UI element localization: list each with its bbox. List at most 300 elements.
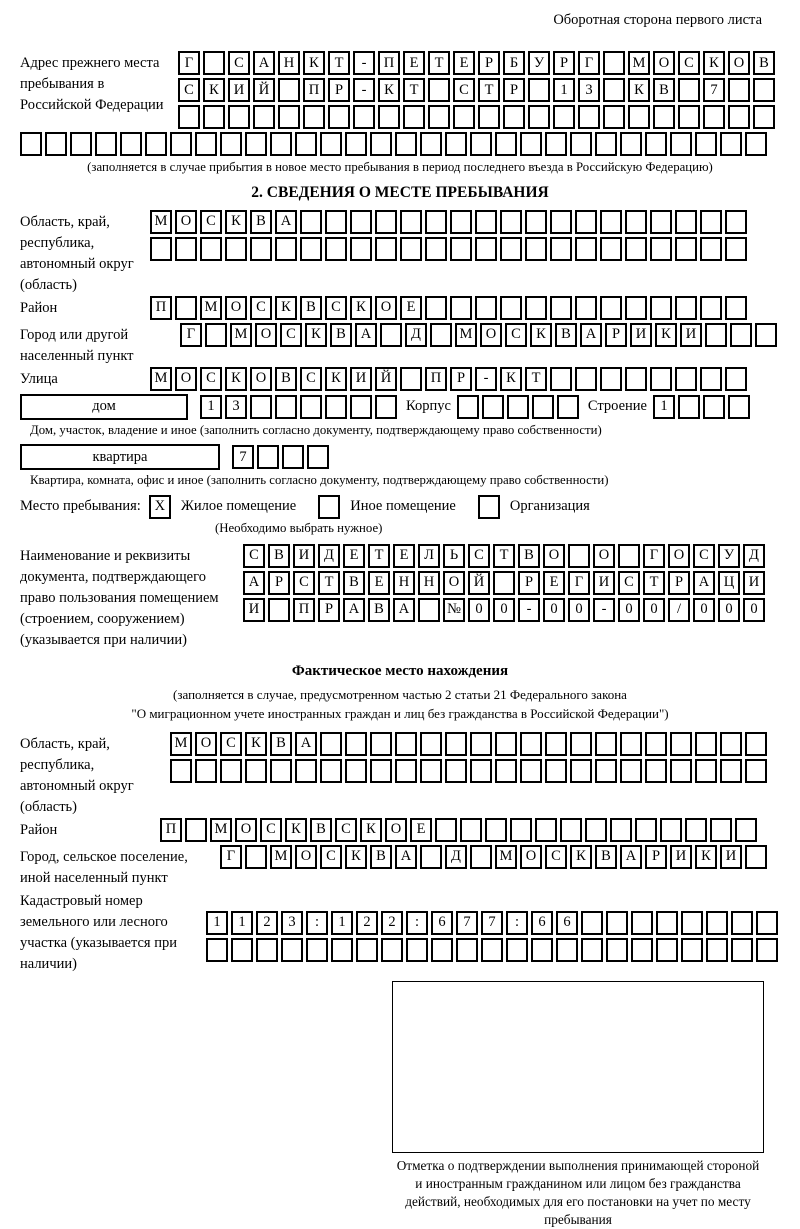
char-box[interactable] <box>500 237 522 261</box>
char-box[interactable] <box>675 237 697 261</box>
char-box[interactable] <box>431 938 453 962</box>
char-box[interactable] <box>95 132 117 156</box>
char-box[interactable] <box>345 132 367 156</box>
char-box[interactable] <box>325 210 347 234</box>
char-box[interactable]: С <box>618 571 640 595</box>
char-box[interactable] <box>545 759 567 783</box>
char-box[interactable] <box>645 759 667 783</box>
char-box[interactable]: О <box>195 732 217 756</box>
char-box[interactable] <box>395 132 417 156</box>
char-box[interactable]: 1 <box>553 78 575 102</box>
char-box[interactable]: № <box>443 598 465 622</box>
char-box[interactable]: В <box>595 845 617 869</box>
char-box[interactable] <box>675 367 697 391</box>
char-box[interactable] <box>620 759 642 783</box>
char-box[interactable] <box>203 105 225 129</box>
char-box[interactable] <box>606 938 628 962</box>
char-box[interactable]: - <box>353 78 375 102</box>
char-box[interactable]: Е <box>410 818 432 842</box>
char-box[interactable]: И <box>720 845 742 869</box>
char-box[interactable]: В <box>653 78 675 102</box>
char-box[interactable] <box>720 132 742 156</box>
char-box[interactable]: 6 <box>531 911 553 935</box>
char-box[interactable] <box>470 132 492 156</box>
char-box[interactable]: И <box>670 845 692 869</box>
char-box[interactable]: Р <box>645 845 667 869</box>
char-box[interactable]: О <box>175 210 197 234</box>
char-box[interactable]: 1 <box>200 395 222 419</box>
char-box[interactable]: К <box>378 78 400 102</box>
char-box[interactable] <box>380 323 402 347</box>
char-box[interactable] <box>493 571 515 595</box>
char-box[interactable] <box>745 759 767 783</box>
char-box[interactable] <box>606 911 628 935</box>
char-box[interactable] <box>645 732 667 756</box>
char-box[interactable]: А <box>355 323 377 347</box>
char-box[interactable] <box>753 105 775 129</box>
char-box[interactable] <box>653 105 675 129</box>
char-box[interactable]: Р <box>518 571 540 595</box>
char-box[interactable] <box>395 732 417 756</box>
char-box[interactable]: 6 <box>431 911 453 935</box>
char-box[interactable]: К <box>628 78 650 102</box>
char-box[interactable]: М <box>230 323 252 347</box>
char-box[interactable] <box>275 395 297 419</box>
char-box[interactable] <box>400 237 422 261</box>
char-box[interactable] <box>728 105 750 129</box>
char-box[interactable]: Й <box>253 78 275 102</box>
char-box[interactable] <box>170 132 192 156</box>
char-box[interactable]: 7 <box>232 445 254 469</box>
char-box[interactable] <box>435 818 457 842</box>
char-box[interactable]: Д <box>318 544 340 568</box>
char-box[interactable]: 0 <box>568 598 590 622</box>
char-box[interactable] <box>575 210 597 234</box>
char-box[interactable]: К <box>530 323 552 347</box>
char-box[interactable] <box>575 237 597 261</box>
char-box[interactable]: Н <box>393 571 415 595</box>
char-box[interactable] <box>306 938 328 962</box>
char-box[interactable]: Р <box>478 51 500 75</box>
char-box[interactable] <box>525 237 547 261</box>
char-box[interactable] <box>381 938 403 962</box>
char-box[interactable]: Е <box>393 544 415 568</box>
char-box[interactable] <box>470 759 492 783</box>
char-box[interactable] <box>345 732 367 756</box>
char-box[interactable]: Д <box>743 544 765 568</box>
char-box[interactable] <box>625 210 647 234</box>
char-box[interactable] <box>600 210 622 234</box>
char-box[interactable] <box>705 323 727 347</box>
char-box[interactable]: В <box>753 51 775 75</box>
char-box[interactable] <box>275 237 297 261</box>
char-box[interactable]: Ь <box>443 544 465 568</box>
char-box[interactable] <box>525 210 547 234</box>
char-box[interactable] <box>456 938 478 962</box>
char-box[interactable] <box>700 237 722 261</box>
char-box[interactable] <box>745 732 767 756</box>
char-box[interactable] <box>295 132 317 156</box>
char-box[interactable] <box>353 105 375 129</box>
char-box[interactable]: К <box>285 818 307 842</box>
char-box[interactable]: В <box>310 818 332 842</box>
char-box[interactable] <box>631 911 653 935</box>
char-box[interactable]: Й <box>468 571 490 595</box>
char-box[interactable]: Г <box>643 544 665 568</box>
char-box[interactable] <box>628 105 650 129</box>
char-box[interactable] <box>600 296 622 320</box>
char-box[interactable]: Г <box>568 571 590 595</box>
char-box[interactable]: С <box>220 732 242 756</box>
char-box[interactable] <box>728 395 750 419</box>
char-box[interactable] <box>70 132 92 156</box>
char-box[interactable] <box>370 759 392 783</box>
char-box[interactable]: К <box>275 296 297 320</box>
char-box[interactable] <box>270 132 292 156</box>
char-box[interactable]: Р <box>328 78 350 102</box>
char-box[interactable]: К <box>703 51 725 75</box>
char-box[interactable]: М <box>455 323 477 347</box>
char-box[interactable]: 0 <box>493 598 515 622</box>
char-box[interactable] <box>350 237 372 261</box>
char-box[interactable]: Р <box>503 78 525 102</box>
char-box[interactable]: В <box>270 732 292 756</box>
char-box[interactable] <box>656 938 678 962</box>
char-box[interactable]: С <box>335 818 357 842</box>
char-box[interactable] <box>681 911 703 935</box>
checkbox-organization[interactable] <box>478 495 500 519</box>
checkbox-other-premises[interactable] <box>318 495 340 519</box>
char-box[interactable]: Р <box>668 571 690 595</box>
char-box[interactable] <box>595 132 617 156</box>
char-box[interactable] <box>585 818 607 842</box>
char-box[interactable] <box>145 132 167 156</box>
char-box[interactable] <box>481 938 503 962</box>
char-box[interactable]: С <box>280 323 302 347</box>
char-box[interactable]: К <box>500 367 522 391</box>
char-box[interactable]: В <box>330 323 352 347</box>
char-box[interactable] <box>581 938 603 962</box>
char-box[interactable] <box>268 598 290 622</box>
char-box[interactable] <box>350 395 372 419</box>
char-box[interactable]: 0 <box>743 598 765 622</box>
char-box[interactable]: С <box>468 544 490 568</box>
char-box[interactable] <box>300 237 322 261</box>
char-box[interactable] <box>420 132 442 156</box>
char-box[interactable] <box>500 296 522 320</box>
char-box[interactable]: С <box>300 367 322 391</box>
char-box[interactable]: Р <box>605 323 627 347</box>
char-box[interactable] <box>570 132 592 156</box>
char-box[interactable]: К <box>655 323 677 347</box>
char-box[interactable] <box>506 938 528 962</box>
char-box[interactable] <box>228 105 250 129</box>
char-box[interactable] <box>532 395 554 419</box>
char-box[interactable] <box>450 296 472 320</box>
char-box[interactable]: Т <box>403 78 425 102</box>
char-box[interactable] <box>395 759 417 783</box>
char-box[interactable]: М <box>170 732 192 756</box>
char-box[interactable] <box>531 938 553 962</box>
char-box[interactable] <box>745 845 767 869</box>
char-box[interactable]: Е <box>368 571 390 595</box>
char-box[interactable] <box>482 395 504 419</box>
char-box[interactable] <box>185 818 207 842</box>
char-box[interactable]: Е <box>453 51 475 75</box>
char-box[interactable] <box>425 296 447 320</box>
char-box[interactable]: О <box>593 544 615 568</box>
char-box[interactable] <box>753 78 775 102</box>
char-box[interactable] <box>420 759 442 783</box>
char-box[interactable] <box>603 105 625 129</box>
char-box[interactable] <box>550 237 572 261</box>
char-box[interactable] <box>325 395 347 419</box>
char-box[interactable] <box>595 759 617 783</box>
char-box[interactable]: Н <box>278 51 300 75</box>
char-box[interactable]: - <box>353 51 375 75</box>
char-box[interactable]: О <box>480 323 502 347</box>
char-box[interactable] <box>295 759 317 783</box>
char-box[interactable] <box>545 132 567 156</box>
char-box[interactable]: : <box>306 911 328 935</box>
char-box[interactable] <box>425 210 447 234</box>
char-box[interactable] <box>350 210 372 234</box>
char-box[interactable]: С <box>200 210 222 234</box>
char-box[interactable] <box>507 395 529 419</box>
char-box[interactable] <box>206 938 228 962</box>
char-box[interactable] <box>500 210 522 234</box>
char-box[interactable]: А <box>395 845 417 869</box>
char-box[interactable] <box>725 367 747 391</box>
char-box[interactable] <box>270 759 292 783</box>
char-box[interactable]: 0 <box>718 598 740 622</box>
char-box[interactable]: Е <box>400 296 422 320</box>
char-box[interactable] <box>450 210 472 234</box>
char-box[interactable] <box>635 818 657 842</box>
char-box[interactable] <box>370 132 392 156</box>
char-box[interactable] <box>300 395 322 419</box>
char-box[interactable] <box>256 938 278 962</box>
char-box[interactable]: Г <box>178 51 200 75</box>
char-box[interactable]: 7 <box>481 911 503 935</box>
char-box[interactable]: 1 <box>331 911 353 935</box>
char-box[interactable] <box>495 759 517 783</box>
char-box[interactable] <box>703 105 725 129</box>
char-box[interactable] <box>731 911 753 935</box>
char-box[interactable] <box>520 132 542 156</box>
char-box[interactable]: О <box>520 845 542 869</box>
char-box[interactable] <box>700 367 722 391</box>
char-box[interactable] <box>503 105 525 129</box>
char-box[interactable]: А <box>580 323 602 347</box>
char-box[interactable]: 0 <box>693 598 715 622</box>
char-box[interactable] <box>220 132 242 156</box>
char-box[interactable] <box>550 210 572 234</box>
char-box[interactable]: К <box>570 845 592 869</box>
char-box[interactable] <box>600 367 622 391</box>
char-box[interactable]: Д <box>445 845 467 869</box>
char-box[interactable] <box>528 105 550 129</box>
char-box[interactable] <box>203 51 225 75</box>
char-box[interactable]: 3 <box>225 395 247 419</box>
char-box[interactable]: - <box>593 598 615 622</box>
char-box[interactable] <box>620 132 642 156</box>
char-box[interactable] <box>453 105 475 129</box>
char-box[interactable] <box>520 759 542 783</box>
char-box[interactable] <box>675 296 697 320</box>
char-box[interactable] <box>625 367 647 391</box>
char-box[interactable] <box>695 732 717 756</box>
char-box[interactable] <box>545 732 567 756</box>
char-box[interactable]: О <box>543 544 565 568</box>
char-box[interactable] <box>328 105 350 129</box>
char-box[interactable] <box>730 323 752 347</box>
char-box[interactable]: Д <box>405 323 427 347</box>
char-box[interactable] <box>725 296 747 320</box>
char-box[interactable] <box>375 237 397 261</box>
char-box[interactable]: О <box>653 51 675 75</box>
char-box[interactable] <box>150 237 172 261</box>
char-box[interactable]: С <box>260 818 282 842</box>
char-box[interactable] <box>220 759 242 783</box>
char-box[interactable]: Е <box>543 571 565 595</box>
char-box[interactable]: Б <box>503 51 525 75</box>
char-box[interactable] <box>703 395 725 419</box>
char-box[interactable]: Т <box>493 544 515 568</box>
char-box[interactable] <box>460 818 482 842</box>
char-box[interactable]: С <box>320 845 342 869</box>
char-box[interactable]: Р <box>268 571 290 595</box>
char-box[interactable]: 3 <box>281 911 303 935</box>
char-box[interactable]: Г <box>578 51 600 75</box>
char-box[interactable] <box>495 132 517 156</box>
char-box[interactable]: Г <box>180 323 202 347</box>
char-box[interactable] <box>557 395 579 419</box>
char-box[interactable] <box>678 395 700 419</box>
char-box[interactable] <box>307 445 329 469</box>
char-box[interactable]: 0 <box>618 598 640 622</box>
char-box[interactable]: 2 <box>256 911 278 935</box>
char-box[interactable]: Т <box>525 367 547 391</box>
char-box[interactable]: И <box>593 571 615 595</box>
char-box[interactable] <box>403 105 425 129</box>
house-type-box[interactable]: дом <box>20 394 188 420</box>
char-box[interactable]: И <box>743 571 765 595</box>
char-box[interactable]: О <box>728 51 750 75</box>
char-box[interactable] <box>345 759 367 783</box>
char-box[interactable] <box>570 732 592 756</box>
char-box[interactable] <box>535 818 557 842</box>
char-box[interactable] <box>510 818 532 842</box>
char-box[interactable] <box>420 732 442 756</box>
char-box[interactable]: - <box>475 367 497 391</box>
char-box[interactable]: У <box>528 51 550 75</box>
char-box[interactable]: К <box>325 367 347 391</box>
char-box[interactable]: В <box>368 598 390 622</box>
char-box[interactable]: К <box>695 845 717 869</box>
char-box[interactable] <box>281 938 303 962</box>
char-box[interactable] <box>478 105 500 129</box>
char-box[interactable]: 0 <box>643 598 665 622</box>
char-box[interactable]: О <box>668 544 690 568</box>
char-box[interactable] <box>560 818 582 842</box>
char-box[interactable] <box>570 759 592 783</box>
char-box[interactable] <box>695 132 717 156</box>
char-box[interactable] <box>670 759 692 783</box>
char-box[interactable]: Ц <box>718 571 740 595</box>
char-box[interactable]: К <box>305 323 327 347</box>
char-box[interactable] <box>470 845 492 869</box>
char-box[interactable]: Л <box>418 544 440 568</box>
char-box[interactable] <box>650 296 672 320</box>
char-box[interactable] <box>320 732 342 756</box>
char-box[interactable]: С <box>293 571 315 595</box>
char-box[interactable]: С <box>505 323 527 347</box>
char-box[interactable]: В <box>555 323 577 347</box>
char-box[interactable] <box>755 323 777 347</box>
char-box[interactable] <box>200 237 222 261</box>
char-box[interactable]: К <box>350 296 372 320</box>
char-box[interactable]: Т <box>318 571 340 595</box>
char-box[interactable] <box>278 105 300 129</box>
char-box[interactable]: К <box>225 367 247 391</box>
char-box[interactable]: Т <box>643 571 665 595</box>
char-box[interactable] <box>695 759 717 783</box>
char-box[interactable]: К <box>303 51 325 75</box>
char-box[interactable] <box>625 237 647 261</box>
char-box[interactable]: М <box>150 210 172 234</box>
char-box[interactable] <box>756 911 778 935</box>
char-box[interactable] <box>595 732 617 756</box>
char-box[interactable]: А <box>253 51 275 75</box>
char-box[interactable] <box>45 132 67 156</box>
char-box[interactable] <box>375 395 397 419</box>
char-box[interactable]: 2 <box>356 911 378 935</box>
char-box[interactable] <box>618 544 640 568</box>
char-box[interactable]: К <box>360 818 382 842</box>
char-box[interactable]: В <box>268 544 290 568</box>
char-box[interactable]: О <box>250 367 272 391</box>
char-box[interactable]: У <box>718 544 740 568</box>
char-box[interactable]: С <box>678 51 700 75</box>
char-box[interactable]: Н <box>418 571 440 595</box>
char-box[interactable]: Е <box>343 544 365 568</box>
char-box[interactable]: В <box>275 367 297 391</box>
char-box[interactable] <box>610 818 632 842</box>
char-box[interactable] <box>685 818 707 842</box>
char-box[interactable]: Р <box>450 367 472 391</box>
char-box[interactable] <box>625 296 647 320</box>
char-box[interactable]: Т <box>428 51 450 75</box>
char-box[interactable]: В <box>250 210 272 234</box>
char-box[interactable] <box>195 132 217 156</box>
char-box[interactable]: Т <box>328 51 350 75</box>
char-box[interactable] <box>245 759 267 783</box>
char-box[interactable] <box>578 105 600 129</box>
char-box[interactable] <box>428 78 450 102</box>
char-box[interactable] <box>430 323 452 347</box>
char-box[interactable] <box>603 51 625 75</box>
char-box[interactable] <box>445 759 467 783</box>
char-box[interactable]: 1 <box>653 395 675 419</box>
char-box[interactable]: О <box>443 571 465 595</box>
char-box[interactable]: С <box>325 296 347 320</box>
char-box[interactable]: К <box>203 78 225 102</box>
char-box[interactable]: : <box>406 911 428 935</box>
char-box[interactable]: И <box>680 323 702 347</box>
char-box[interactable] <box>400 210 422 234</box>
char-box[interactable] <box>575 367 597 391</box>
